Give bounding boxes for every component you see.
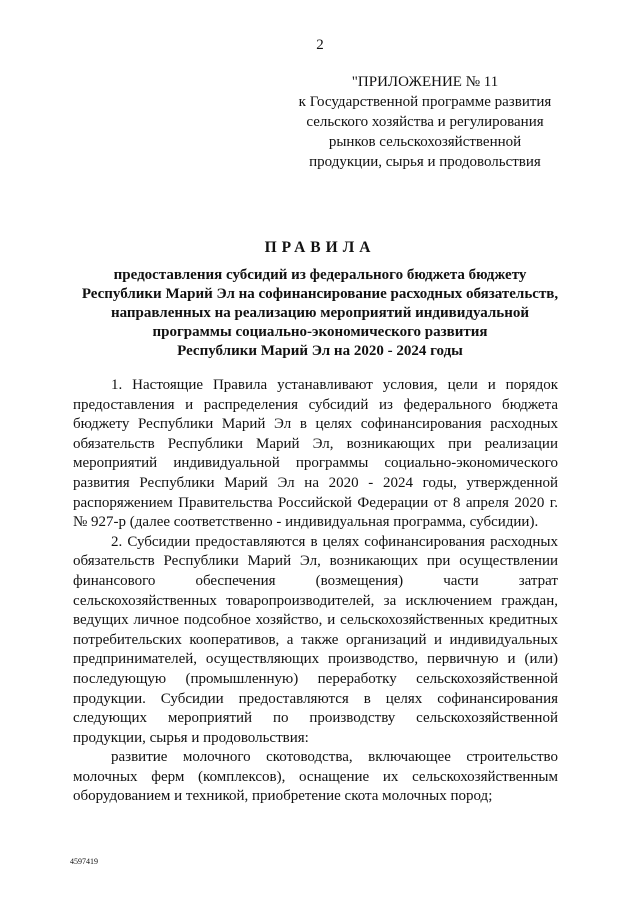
appendix-line: к Государственной программе развития xyxy=(298,94,552,110)
page-number: 2 xyxy=(316,37,324,53)
document-body xyxy=(73,376,558,807)
paragraph-2 xyxy=(73,533,558,749)
subtitle-line: Республики Марий Эл на 2020 - 2024 годы xyxy=(177,343,463,359)
paragraph-line: молочных ферм (комплексов), оснащение их сельскохозяйственным xyxy=(73,768,558,785)
paragraph-line: обязательств Республики Марий Эл, возникающих при осуществлении xyxy=(73,553,558,570)
paragraph-line: финансового обеспечения (возмещения) части затрат xyxy=(73,572,558,589)
paragraph-line: развитие молочного скотоводства, включающее строительство xyxy=(111,749,558,766)
paragraph-line: 2. Субсидии предоставляются в целях софинансирования расходных xyxy=(111,533,558,550)
paragraph-line: оборудованием и техникой, приобретение скота молочных пород; xyxy=(73,788,493,805)
paragraph-3 xyxy=(73,748,558,807)
appendix-line: сельского хозяйства и регулирования xyxy=(306,114,544,130)
footer-code: 4597419 xyxy=(70,857,98,866)
paragraph-line: развития Республики Марий Эл на 2020 - 2024 годы, утвержденной xyxy=(73,474,558,491)
appendix-block xyxy=(290,72,560,172)
paragraph-line: следующих мероприятий по производству сельскохозяйственной xyxy=(73,710,558,727)
paragraph-line: продукции, сырья и продовольствия: xyxy=(73,729,309,746)
paragraph-line: предоставления и распределения субсидий из федерального бюджета xyxy=(73,396,558,413)
subtitle-line: Республики Марий Эл на софинансирование расходных обязательств, xyxy=(81,286,559,302)
paragraph-line: продукции. Субсидии предоставляются в целях софинансирования xyxy=(73,690,558,707)
paragraph-line: предпринимателей, осуществляющих производство, первичную и (или) xyxy=(73,651,558,668)
document-subtitle xyxy=(40,266,600,361)
paragraph-line: № 927-р (далее соответственно - индивидуальная программа, субсидии). xyxy=(73,514,539,531)
subtitle-line: предоставления субсидий из федерального бюджета бюджету xyxy=(113,267,527,283)
subtitle-line: программы социально-экономического развития xyxy=(152,324,488,340)
document-title: ПРАВИЛА xyxy=(264,239,376,256)
paragraph-line: сельскохозяйственных товаропроизводителей, за исключением граждан, xyxy=(73,592,558,609)
subtitle-line: направленных на реализацию мероприятий индивидуальной xyxy=(110,305,530,321)
appendix-line: продукции, сырья и продовольствия xyxy=(309,154,541,170)
paragraph-line: бюджету Республики Марий Эл в целях софинансирования расходных xyxy=(73,416,558,433)
paragraph-line: потребительских кооперативов, а также организаций и индивидуальных xyxy=(73,631,558,648)
appendix-heading: "ПРИЛОЖЕНИЕ № 11 xyxy=(351,74,499,90)
paragraph-1 xyxy=(73,376,558,533)
appendix-line: рынков сельскохозяйственной xyxy=(328,134,522,150)
paragraph-line: обязательств Республики Марий Эл, возникающих при реализации xyxy=(73,435,558,452)
paragraph-line: мероприятий индивидуальной программы социально-экономического xyxy=(73,455,558,472)
paragraph-line: распоряжением Правительства Российской Федерации от 8 апреля 2020 г. xyxy=(73,494,558,511)
paragraph-line: последующую (промышленную) переработку сельскохозяйственной xyxy=(73,670,558,687)
paragraph-line: ведущих личное подсобное хозяйство, и сельскохозяйственных кредитных xyxy=(73,612,558,629)
paragraph-line: 1. Настоящие Правила устанавливают условия, цели и порядок xyxy=(111,377,558,393)
